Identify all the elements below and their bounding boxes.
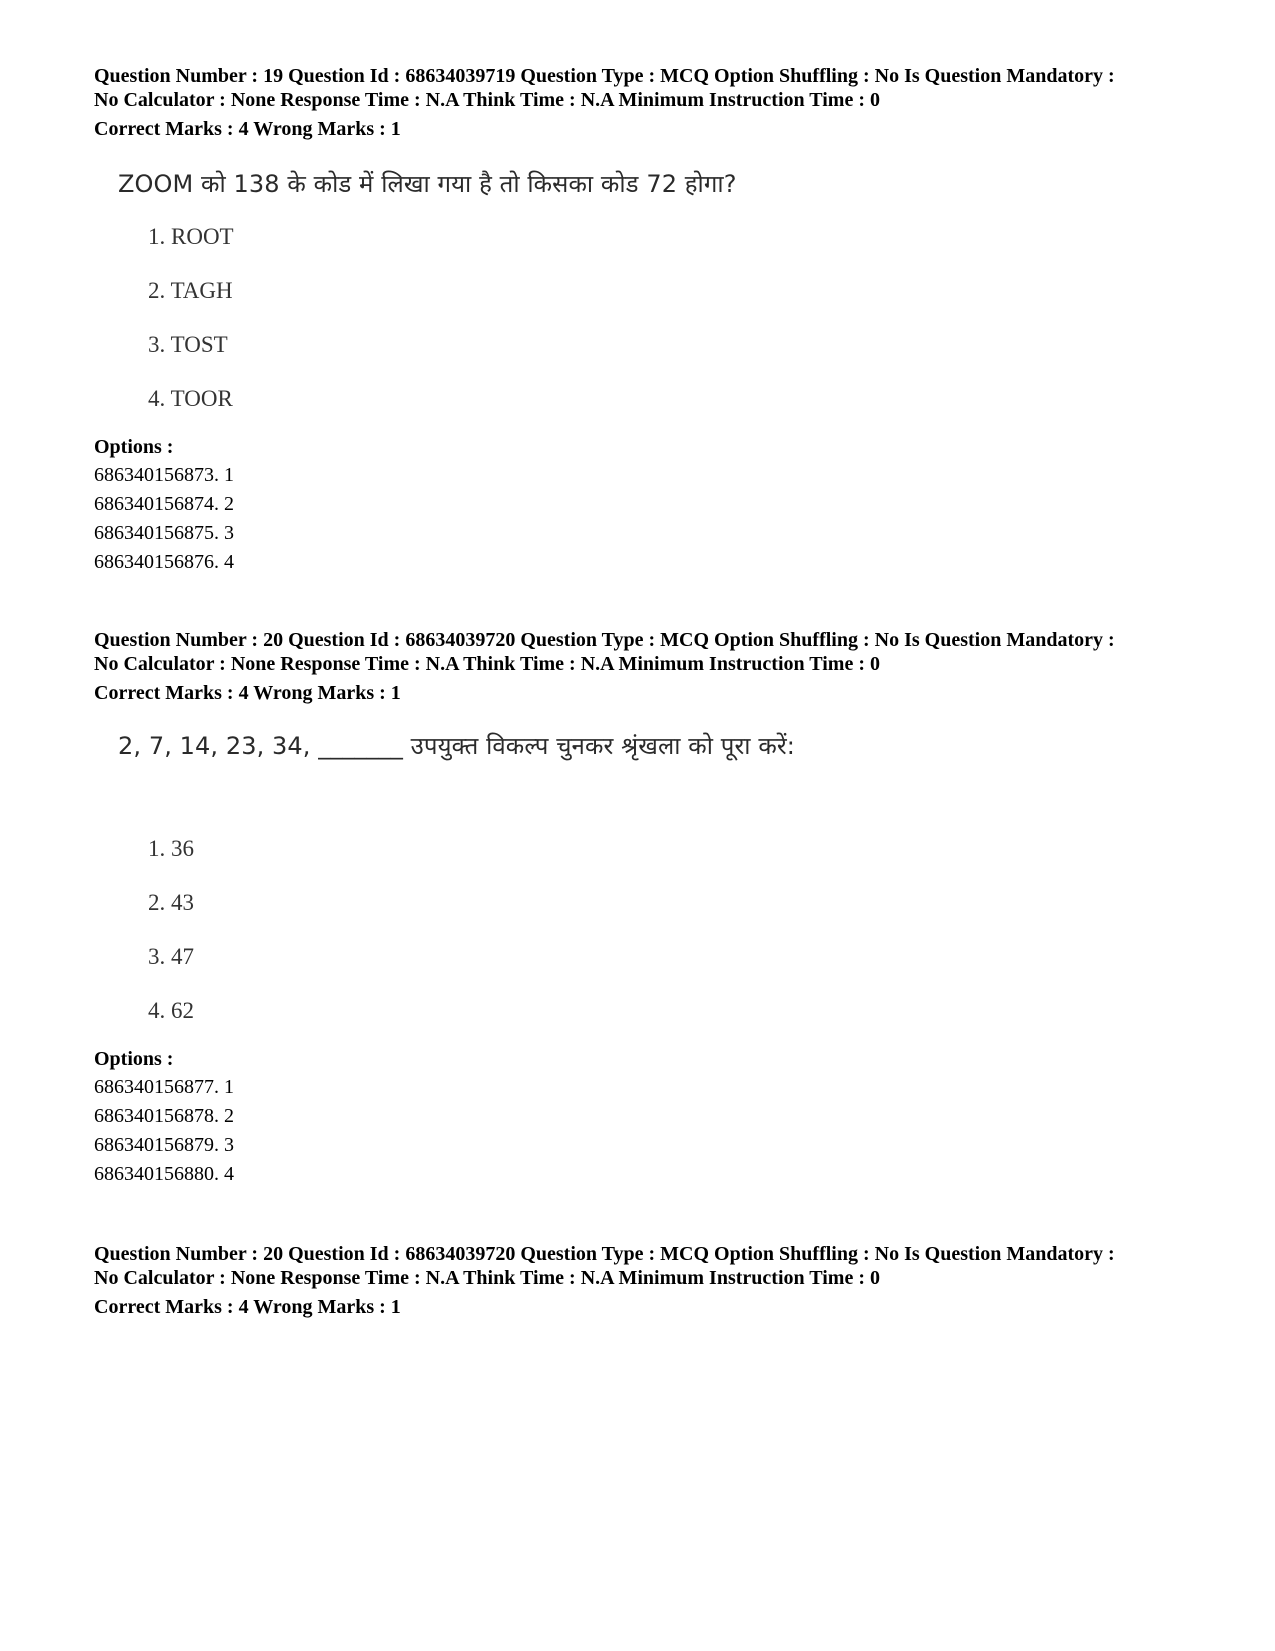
choice-3: 3. TOST xyxy=(148,332,228,357)
marks-line: Correct Marks : 4 Wrong Marks : 1 xyxy=(94,1296,401,1318)
choice-4: 4. 62 xyxy=(148,998,194,1023)
choice-1: 1. ROOT xyxy=(148,224,234,249)
choice-1: 1. 36 xyxy=(148,836,194,861)
option-row: 686340156874. 2 xyxy=(94,493,234,515)
question-text: 2, 7, 14, 23, 34, _______ उपयुक्त विकल्प चुनकर श्रृंखला को पूरा करें: xyxy=(118,732,795,760)
option-row: 686340156877. 1 xyxy=(94,1076,234,1098)
question-meta-line-2: No Calculator : None Response Time : N.A Think Time : N.A Minimum Instruction Time : 0 xyxy=(94,1267,880,1289)
question-meta-line-1: Question Number : 20 Question Id : 68634039720 Question Type : MCQ Option Shuffling : No Is Question Mandatory : xyxy=(94,629,1115,651)
question-block-20-repeat xyxy=(94,1242,1214,1319)
question-meta-line-1: Question Number : 20 Question Id : 68634039720 Question Type : MCQ Option Shuffling : No Is Question Mandatory : xyxy=(94,1243,1115,1265)
choice-4: 4. TOOR xyxy=(148,386,233,411)
option-row: 686340156876. 4 xyxy=(94,551,234,573)
question-text: ZOOM को 138 के कोड में लिखा गया है तो किसका कोड 72 होगा? xyxy=(118,170,737,198)
question-meta-line-2: No Calculator : None Response Time : N.A Think Time : N.A Minimum Instruction Time : 0 xyxy=(94,653,880,675)
choice-2: 2. 43 xyxy=(148,890,194,915)
option-row: 686340156879. 3 xyxy=(94,1134,234,1156)
question-meta-line-1: Question Number : 19 Question Id : 68634039719 Question Type : MCQ Option Shuffling : No Is Question Mandatory : xyxy=(94,65,1115,87)
choice-2: 2. TAGH xyxy=(148,278,233,303)
marks-line: Correct Marks : 4 Wrong Marks : 1 xyxy=(94,118,401,140)
question-image xyxy=(118,169,1214,413)
question-block-20 xyxy=(94,628,1214,1189)
question-meta-line-2: No Calculator : None Response Time : N.A Think Time : N.A Minimum Instruction Time : 0 xyxy=(94,89,880,111)
option-row: 686340156878. 2 xyxy=(94,1105,234,1127)
choice-3: 3. 47 xyxy=(148,944,194,969)
question-image xyxy=(118,731,1214,1025)
option-row: 686340156873. 1 xyxy=(94,464,234,486)
question-block-19 xyxy=(94,64,1214,577)
marks-line: Correct Marks : 4 Wrong Marks : 1 xyxy=(94,682,401,704)
option-row: 686340156875. 3 xyxy=(94,522,234,544)
options-label: Options : xyxy=(94,436,174,458)
option-row: 686340156880. 4 xyxy=(94,1163,234,1185)
options-label: Options : xyxy=(94,1048,174,1070)
